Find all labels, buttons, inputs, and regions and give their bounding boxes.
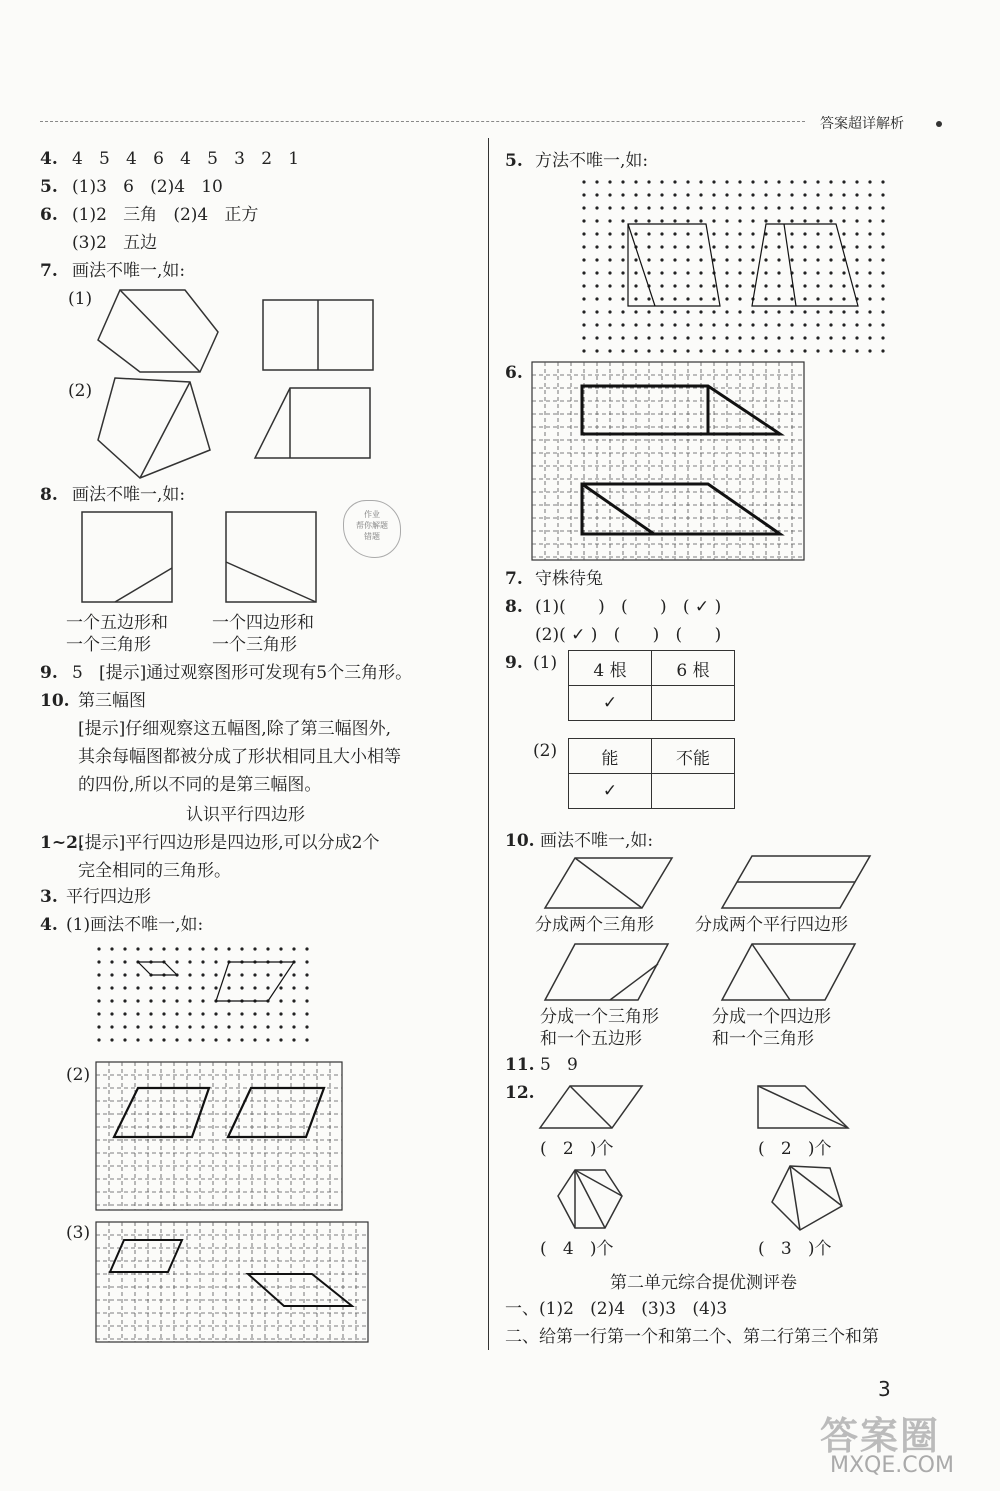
q10-number: 10. bbox=[40, 691, 70, 711]
r-q9-sub2-label: (2) bbox=[533, 741, 558, 761]
r-q11-number: 11. bbox=[505, 1055, 535, 1075]
r-q8-line1: (1)( ) ( ) ( ✓ ) bbox=[535, 597, 722, 617]
r-q10-para1-cut bbox=[575, 858, 642, 908]
r-q10-caption3-line1: 分成一个三角形 bbox=[540, 1007, 659, 1027]
r-q12-answer2: ( 2 )个 bbox=[758, 1139, 832, 1159]
table1-cell1: ✓ bbox=[569, 686, 652, 721]
r-q12-para-diag bbox=[570, 1086, 612, 1128]
r-q10-caption4-line1: 分成一个四边形 bbox=[712, 1007, 831, 1027]
q10-hint-line3: 的四份,所以不同的是第三幅图。 bbox=[78, 775, 322, 795]
r-q11-answer: 5 9 bbox=[540, 1055, 578, 1075]
r-q12-answer4: ( 3 )个 bbox=[758, 1239, 832, 1259]
r-q9-number: 9. bbox=[505, 653, 523, 673]
stamp-line3: 错题 bbox=[364, 532, 380, 541]
r-q10-caption4-line2: 和一个三角形 bbox=[712, 1029, 814, 1049]
r-q12-number: 12. bbox=[505, 1083, 535, 1103]
table2-head2: 不能 bbox=[652, 739, 735, 774]
stamp-line1: 作业 bbox=[364, 510, 380, 519]
q10-answer: 第三幅图 bbox=[78, 691, 146, 711]
watermark-logo: 答案圈 bbox=[820, 1414, 941, 1458]
r-q8-number: 8. bbox=[505, 597, 523, 617]
table2-cell1: ✓ bbox=[569, 774, 652, 809]
r-q10-para4 bbox=[722, 944, 855, 1000]
q4b-sub3-label: (3) bbox=[66, 1223, 91, 1243]
q4b-number: 4. bbox=[40, 915, 58, 935]
unit2-part2: 二、给第一行第一个和第二个、第二行第三个和第 bbox=[505, 1327, 879, 1347]
watermark-url: MXQE.COM bbox=[830, 1453, 954, 1478]
q4-answer: 4 5 4 6 4 5 3 2 1 bbox=[72, 149, 300, 169]
section-title-parallelogram: 认识平行四边形 bbox=[186, 805, 305, 825]
r-q10-text: 画法不唯一,如: bbox=[540, 831, 654, 851]
r-q10-para3-cut bbox=[610, 964, 658, 1000]
r-q7-number: 7. bbox=[505, 569, 523, 589]
r-q12-pent-d1 bbox=[790, 1166, 800, 1230]
q8-caption2-line1: 一个四边形和 bbox=[212, 613, 314, 633]
q9-number: 9. bbox=[40, 663, 58, 683]
q3-answer: 平行四边形 bbox=[66, 887, 151, 907]
r-q10-caption2: 分成两个平行四边形 bbox=[695, 915, 848, 935]
q1-2-hint-line2: 完全相同的三角形。 bbox=[78, 861, 231, 881]
q8-caption2-line2: 一个三角形 bbox=[212, 635, 297, 655]
q1-2-hint-line1: [提示]平行四边形是四边形,可以分成2个 bbox=[78, 833, 380, 853]
q6-answer-line1: (1)2 三角 (2)4 正方 bbox=[72, 205, 259, 225]
q8-caption1-line2: 一个三角形 bbox=[66, 635, 151, 655]
unit2-part1: 一、(1)2 (2)4 (3)3 (4)3 bbox=[505, 1299, 728, 1319]
page-number: 3 bbox=[878, 1377, 891, 1401]
r-q12-trapezoid-diag bbox=[758, 1086, 848, 1128]
r-q7-answer: 守株待兔 bbox=[535, 569, 603, 589]
r-q10-para3 bbox=[545, 944, 668, 1000]
r-q10-para4-cut bbox=[752, 944, 790, 1000]
r-q12-pent-d2 bbox=[790, 1166, 842, 1206]
q7-number: 7. bbox=[40, 261, 58, 281]
q7-sub1-label: (1) bbox=[68, 289, 93, 309]
q6-answer-line2: (3)2 五边 bbox=[72, 233, 158, 253]
r-q5-text: 方法不唯一,如: bbox=[535, 151, 649, 171]
table1-head1: 4 根 bbox=[569, 651, 652, 686]
q10-hint-line1: [提示]仔细观察这五幅图,除了第三幅图外, bbox=[78, 719, 392, 739]
header-title: 答案超详解析 bbox=[820, 116, 904, 132]
section-title-unit2: 第二单元综合提优测评卷 bbox=[610, 1273, 797, 1293]
r-q5-number: 5. bbox=[505, 151, 523, 171]
q4b-text: (1)画法不唯一,如: bbox=[66, 915, 204, 935]
q8-number: 8. bbox=[40, 485, 58, 505]
r-q10-caption1: 分成两个三角形 bbox=[535, 915, 654, 935]
r-q10-caption3-line2: 和一个五边形 bbox=[540, 1029, 642, 1049]
r-q6-number: 6. bbox=[505, 363, 523, 383]
r-q8-line2: (2)( ✓ ) ( ) ( ) bbox=[535, 625, 722, 645]
table1-head2: 6 根 bbox=[652, 651, 735, 686]
q10-hint-line2: 其余每幅图都被分成了形状相同且大小相等 bbox=[78, 747, 401, 767]
q5-answer: (1)3 6 (2)4 10 bbox=[72, 177, 223, 197]
r-q12-answer1: ( 2 )个 bbox=[540, 1139, 614, 1159]
q5-number: 5. bbox=[40, 177, 58, 197]
q6-number: 6. bbox=[40, 205, 58, 225]
r-q10-number: 10. bbox=[505, 831, 535, 851]
r-q12-answer3: ( 4 )个 bbox=[540, 1239, 614, 1259]
stamp-line2: 帮你解题 bbox=[356, 521, 388, 530]
q4-number: 4. bbox=[40, 149, 58, 169]
q8-text: 画法不唯一,如: bbox=[72, 485, 186, 505]
q8-caption1-line1: 一个五边形和 bbox=[66, 613, 168, 633]
q4b-sub2-label: (2) bbox=[66, 1065, 91, 1085]
table2-head1: 能 bbox=[569, 739, 652, 774]
r-q9-sub1-label: (1) bbox=[533, 653, 558, 673]
q3-number: 3. bbox=[40, 887, 58, 907]
q7-sub2-label: (2) bbox=[68, 381, 93, 401]
q1-2-number: 1~2. bbox=[40, 833, 84, 853]
q7-text: 画法不唯一,如: bbox=[72, 261, 186, 281]
q9-answer: 5 [提示]通过观察图形可发现有5个三角形。 bbox=[72, 663, 413, 683]
